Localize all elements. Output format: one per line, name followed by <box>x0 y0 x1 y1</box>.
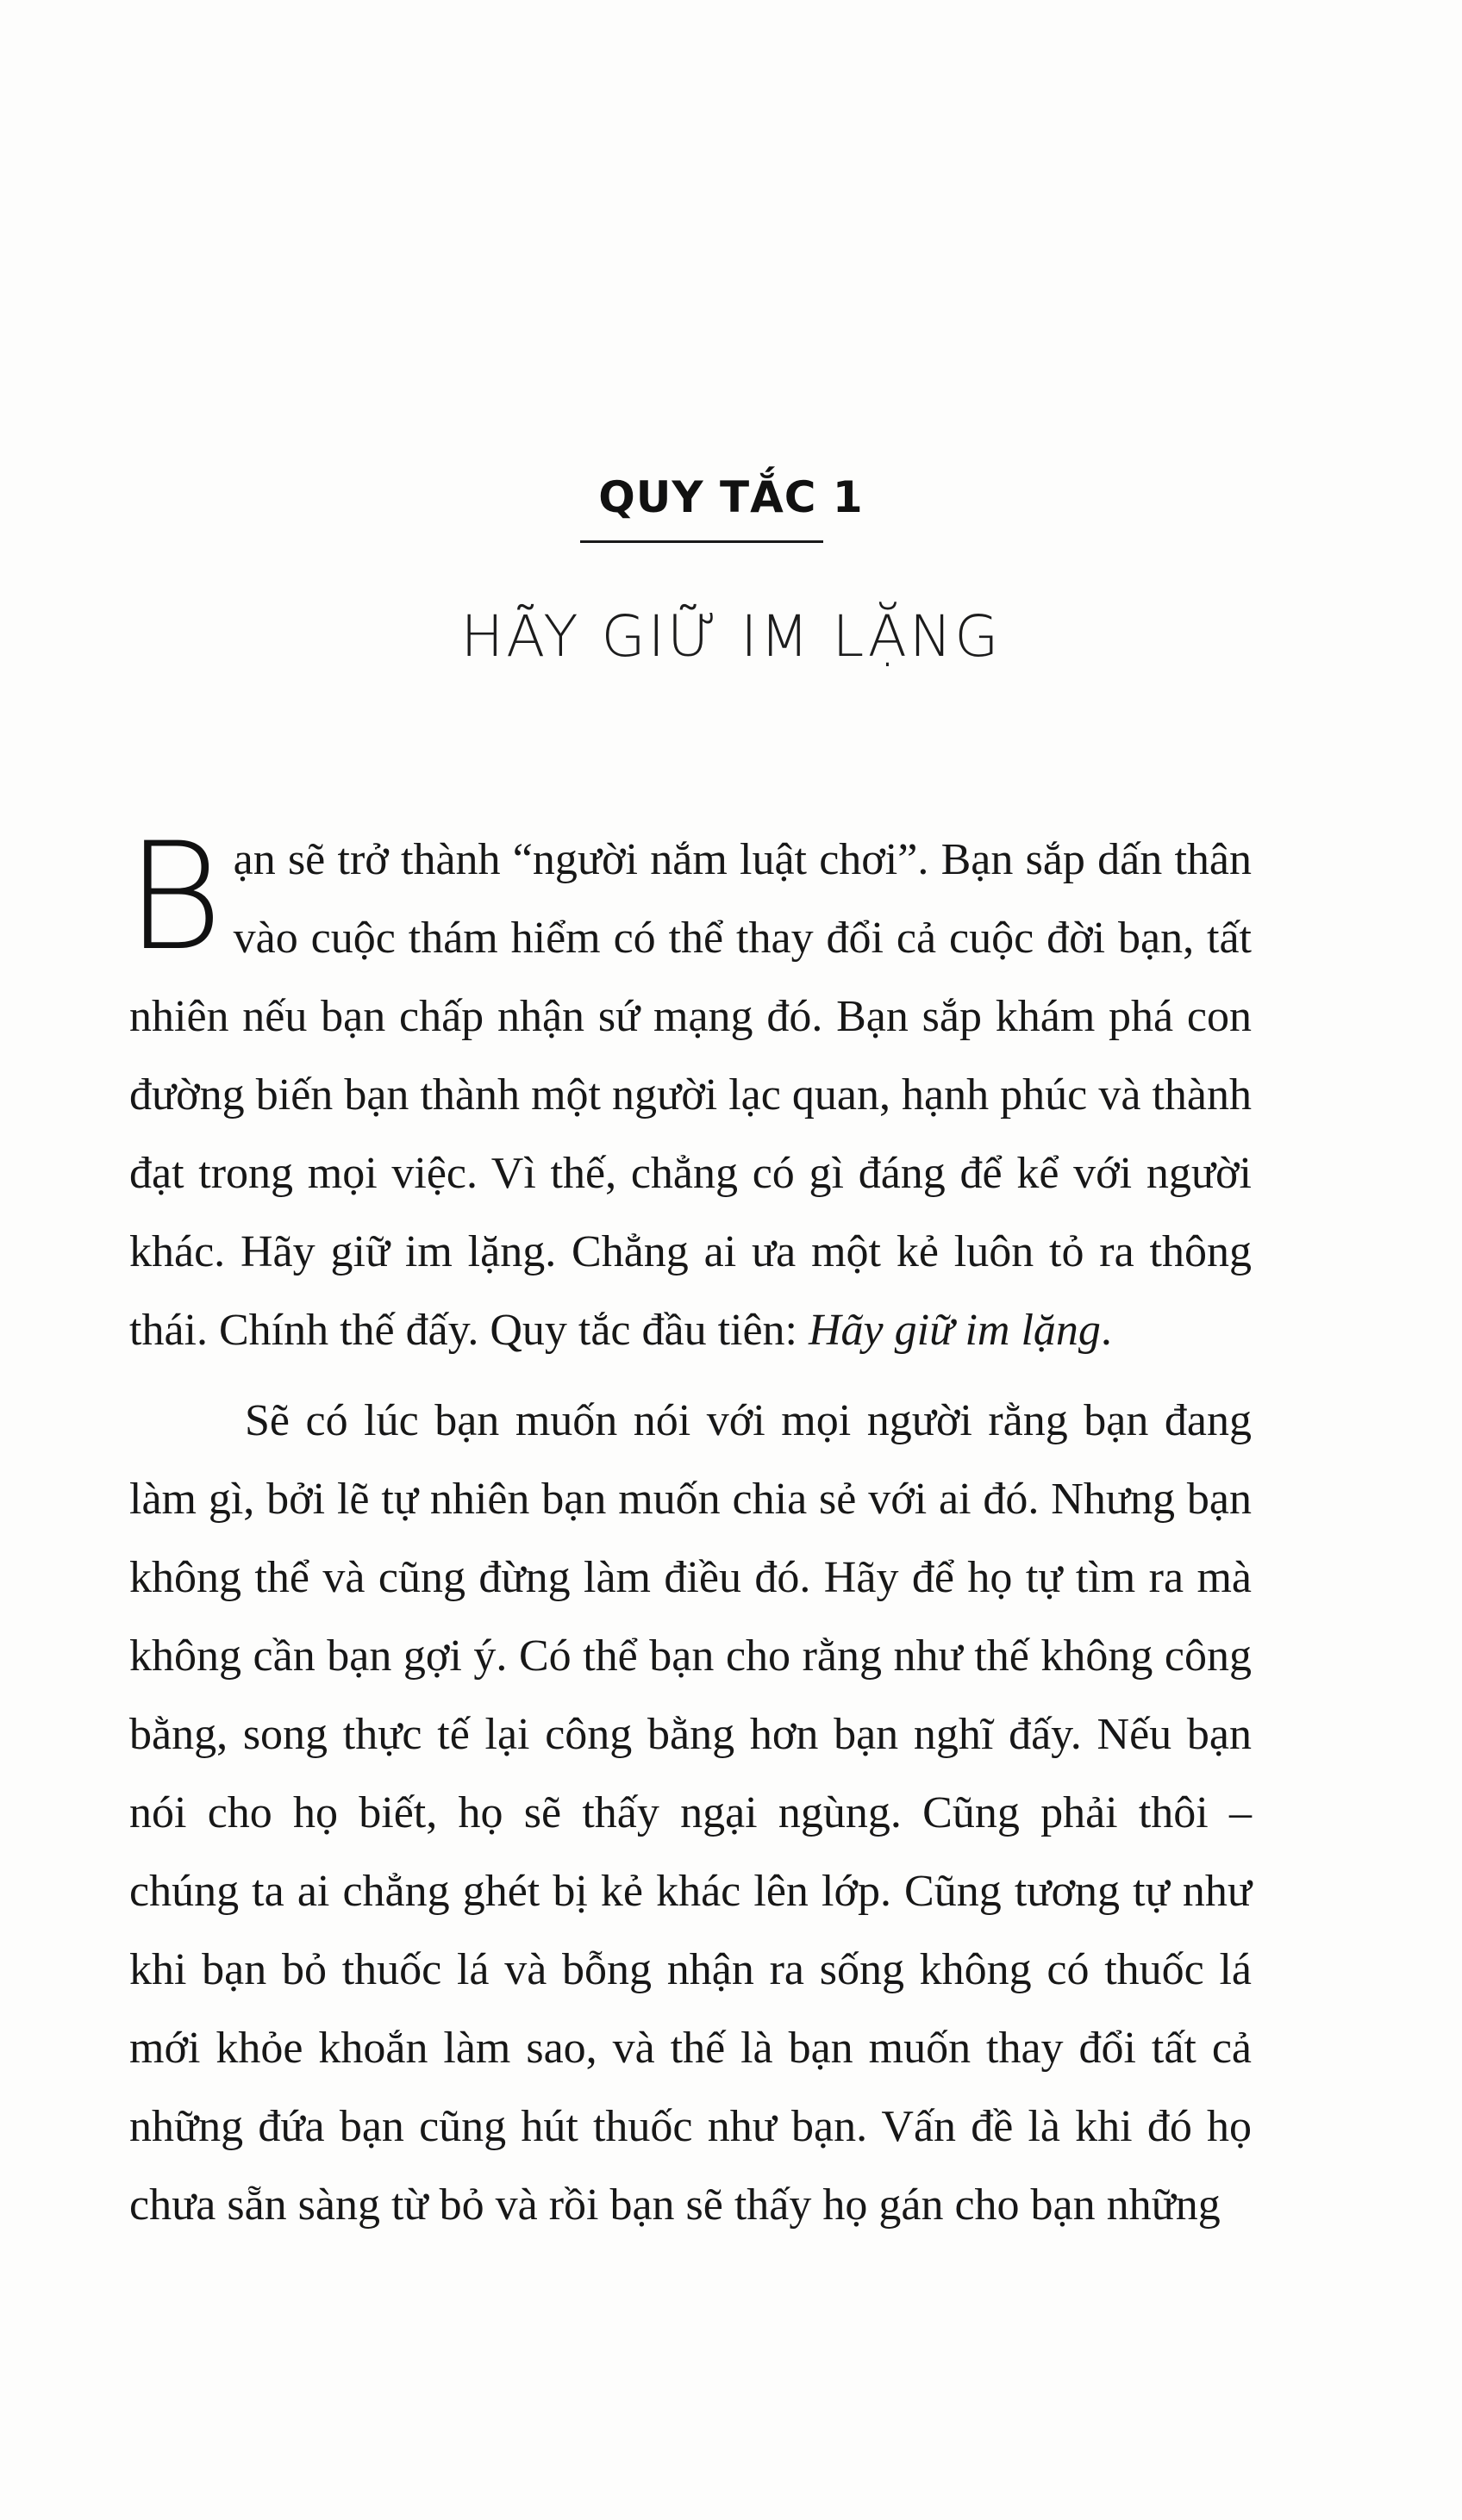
paragraph-1-text: ạn sẽ trở thành “người nắm luật chơi”. Bạn sắp dấn thân vào cuộc thám hiểm có thể thay đổi cả cuộc đời bạn, tất nhiên nếu bạn chấp nhận sứ mạng đó. Bạn sắp khám phá con đường biến bạn thành một người lạc quan, hạnh phúc và thành đạt trong mọi việc. Vì thế, chẳng có gì đáng để kể với người khác. Hãy giữ im lặng. Chẳng ai ưa một kẻ luôn tỏ ra thông thái. Chính thế đấy. Quy tắc đầu tiên: <box>129 835 1252 1355</box>
paragraph-2: Sẽ có lúc bạn muốn nói với mọi người rằng bạn đang làm gì, bởi lẽ tự nhiên bạn muốn chia sẻ với ai đó. Nhưng bạn không thể và cũng đừng làm điều đó. Hãy để họ tự tìm ra mà không cần bạn gợi ý. Có thể bạn cho rằng như thế không công bằng, song thực tế lại công bằng hơn bạn nghĩ đấy. Nếu bạn nói cho họ biết, họ sẽ thấy ngại ngùng. Cũng phải thôi – chúng ta ai chẳng ghét bị kẻ khác lên lớp. Cũng tương tự như khi bạn bỏ thuốc lá và bỗng nhận ra sống không có thuốc lá mới khỏe khoắn làm sao, và thế là bạn muốn thay đổi tất cả những đứa bạn cũng hút thuốc như bạn. Vấn đề là khi đó họ chưa sẵn sàng từ bỏ và rồi bạn sẽ thấy họ gán cho bạn những <box>129 1396 1252 2230</box>
chapter-title: HÃY GIỮ IM LẶNG <box>460 603 1002 670</box>
paragraph-1 <box>126 810 1252 1369</box>
paragraph-1-end: . <box>1100 1306 1112 1355</box>
chapter-divider <box>580 540 823 543</box>
paragraph-1-emphasis: Hãy giữ im lặng <box>809 1306 1101 1355</box>
chapter-number: QUY TẮC 1 <box>598 472 864 522</box>
body-text <box>126 810 1252 2244</box>
drop-cap: B <box>126 810 223 983</box>
